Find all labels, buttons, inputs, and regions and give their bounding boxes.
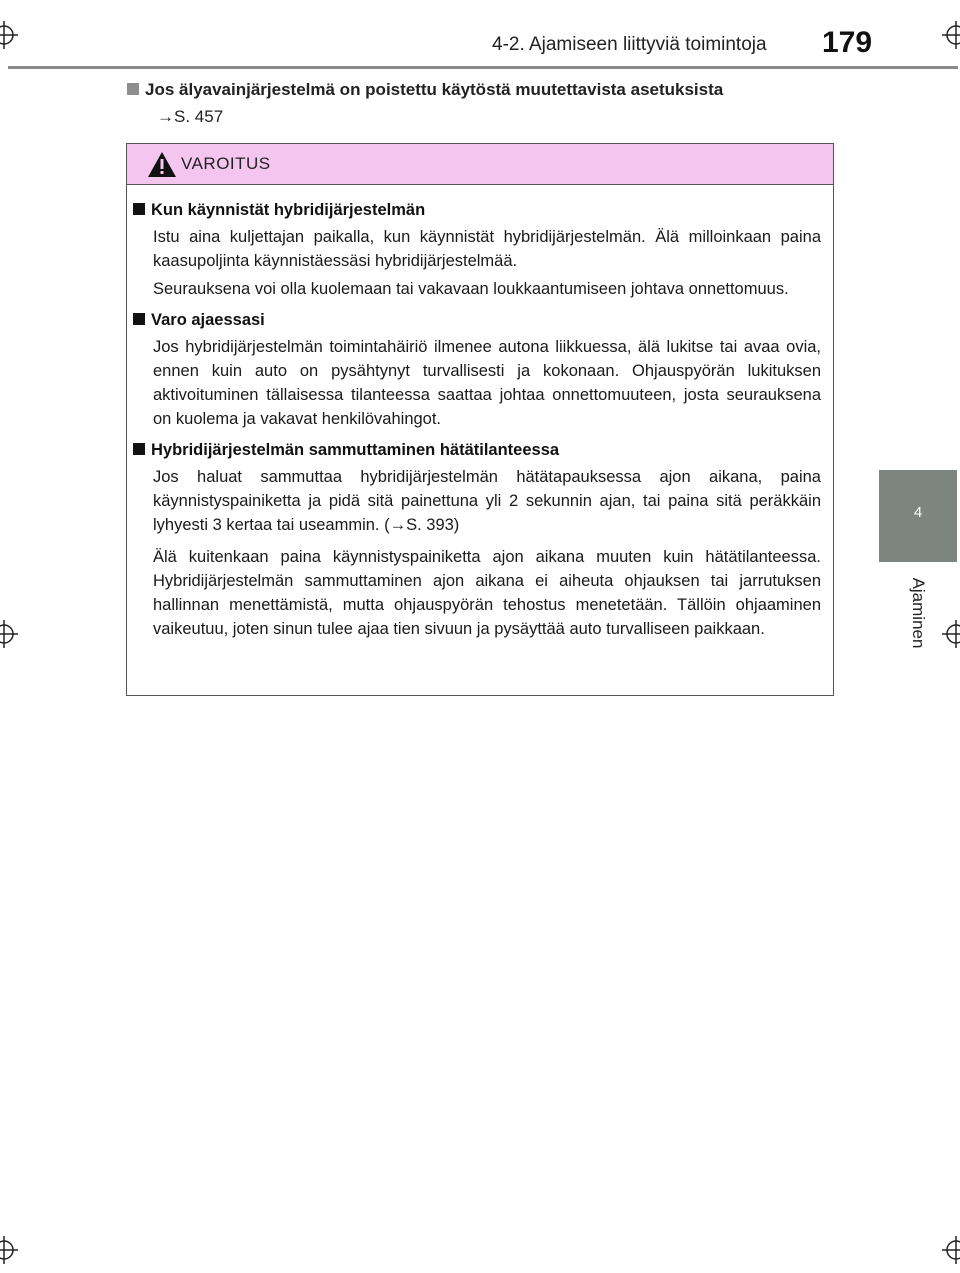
warning-title: VAROITUS [181, 154, 271, 173]
warning-section [133, 441, 821, 641]
section-title-text: Varo ajaessasi [151, 311, 265, 329]
chapter-tab-number: 4 [913, 504, 923, 521]
registration-mark-icon [942, 1236, 960, 1264]
registration-mark-icon [0, 1236, 18, 1264]
warning-section [133, 201, 821, 301]
warning-body [127, 185, 833, 641]
bullet-square-icon [127, 83, 139, 95]
paragraph: Seurauksena voi olla kuolemaan tai vakavaan loukkaantumiseen johtava onnettomuus. [153, 280, 789, 298]
warning-box [126, 143, 834, 696]
chapter-tab-label [880, 568, 956, 658]
bullet-square-icon [133, 313, 145, 325]
section-title [133, 201, 821, 220]
warning-header [127, 144, 833, 185]
intro-heading-text: Jos älyavainjärjestelmä on poistettu käytöstä muutettavista asetuksista [145, 80, 724, 99]
section-title-text: Kun käynnistät hybridijärjestelmän [151, 201, 426, 219]
chapter-tab[interactable] [879, 470, 957, 562]
paragraph: Älä kuitenkaan paina käynnistyspainiketta ajon aikana muuten kuin hätätilanteessa. Hybridijärjestelmän sammuttaminen ajon aikana ei aiheuta ohjauksen tai jarrutuksen hallinnan menettämistä, mutta ohjauspyörän tehostus menetetään. Tällöin ohjaaminen vaikeutuu, joten sinun tulee ajaa tien sivuun ja pysäyttää auto turvalliseen paikkaan. [153, 548, 821, 638]
paragraph: Jos hybridijärjestelmän toimintahäiriö ilmenee autona liikkuessa, älä lukitse tai avaa ovia, ennen kuin auto on pysähtynyt turvallisesti ja kokonaan. Ohjauspyörän lukituksen aktivoituminen tällaisessa tilanteessa saattaa johtaa onnettomuuteen, josta seurauksena on kuolema ja vakavat henkilövahingot. [153, 338, 821, 428]
section-title [133, 441, 821, 460]
registration-mark-icon [0, 21, 18, 49]
section-title-text: Hybridijärjestelmän sammuttaminen hätätilanteessa [151, 441, 560, 459]
paragraph: Jos haluat sammuttaa hybridijärjestelmän hätätapauksessa ajon aikana, paina käynnistyspainiketta ja pidä sitä painettuna yli 2 sekunnin ajan, tai paina sitä peräkkäin lyhyesti 3 kertaa tai useammin. (→S. 393) [153, 468, 821, 534]
warning-section [133, 311, 821, 431]
bullet-square-icon [133, 443, 145, 455]
bullet-square-icon [133, 203, 145, 215]
intro-heading [127, 80, 723, 100]
registration-mark-icon [0, 620, 18, 648]
header-divider [8, 66, 958, 69]
warning-triangle-icon [147, 151, 177, 178]
chapter-tab-label-text: Ajaminen [909, 577, 928, 649]
page-number: 179 [822, 26, 873, 59]
chapter-title: 4-2. Ajamiseen liittyviä toimintoja [492, 34, 767, 55]
paragraph: Istu aina kuljettajan paikalla, kun käynnistät hybridijärjestelmän. Älä milloinkaan paina kaasupoljinta käynnistäessäsi hybridijärjestelmää. [153, 228, 821, 270]
section-title [133, 311, 821, 330]
page-reference-link[interactable]: →S. 457 [157, 107, 224, 126]
registration-mark-icon [942, 21, 960, 49]
